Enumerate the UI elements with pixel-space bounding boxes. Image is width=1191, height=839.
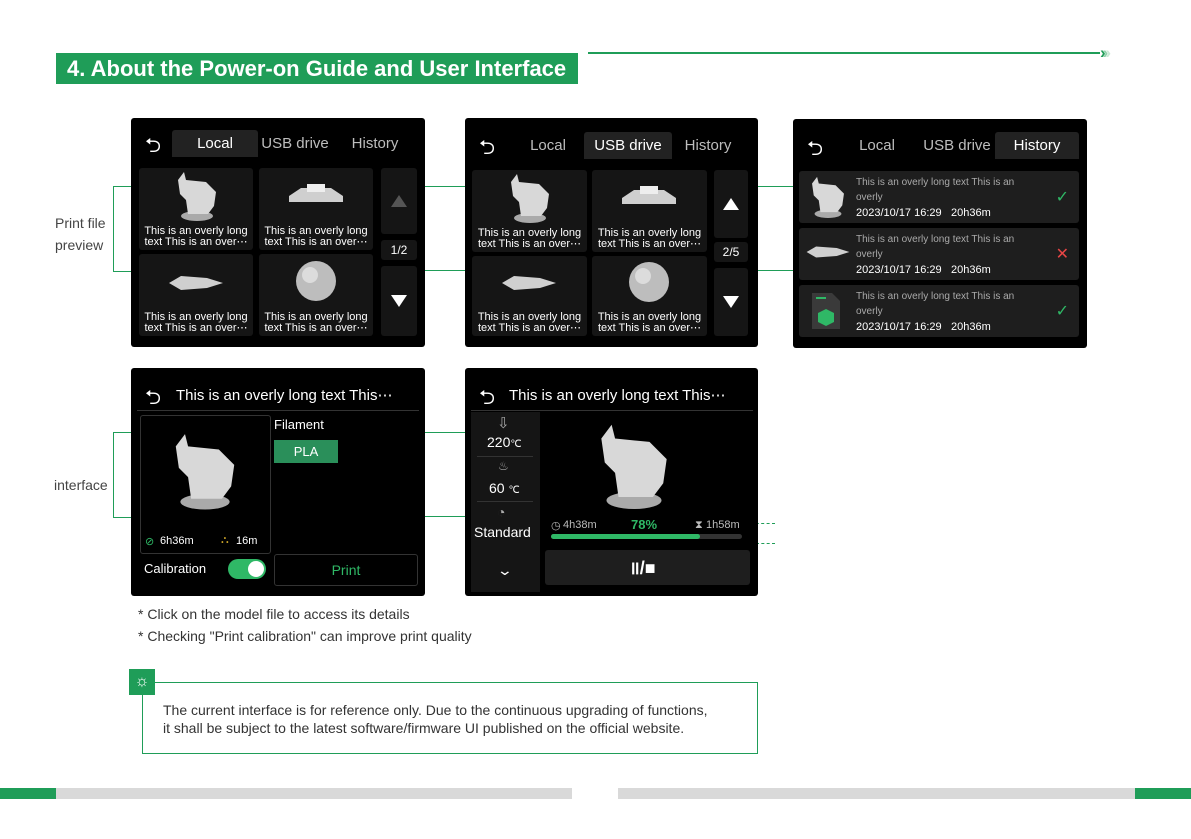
model-preview	[140, 415, 271, 554]
back-icon[interactable]: ⮌	[145, 135, 162, 157]
history-duration: 20h36m	[951, 207, 991, 219]
lightbulb-icon: ☼	[129, 669, 155, 695]
connector-line	[425, 186, 465, 187]
printing-screen	[465, 368, 758, 596]
success-check-icon: ✓	[1055, 303, 1069, 320]
file-caption: This is an overly long text This is an over⋯	[477, 311, 582, 334]
file-thumbnail[interactable]	[472, 170, 587, 252]
file-caption: This is an overly long text This is an over⋯	[264, 311, 368, 334]
arrow-up-icon	[723, 198, 739, 210]
toggle-knob	[248, 561, 264, 577]
file-title: This is an overly long text This⋯	[509, 387, 726, 404]
footer-accent	[0, 788, 56, 799]
preview-bracket	[113, 186, 132, 272]
connector-line	[425, 516, 465, 517]
arrow-down-icon	[391, 295, 407, 307]
history-file-name: This is an overly long text This is an overly	[856, 177, 1015, 203]
sphere-model-icon	[294, 259, 338, 303]
file-thumbnail[interactable]	[592, 256, 707, 336]
wolf-model-icon	[807, 174, 849, 220]
connector-line	[425, 432, 465, 433]
failed-cross-icon: ✕	[1055, 246, 1069, 263]
tab-local[interactable]: Local	[172, 130, 258, 157]
divider	[477, 501, 533, 502]
footer-bar	[56, 788, 572, 799]
filament-usage: 16m	[236, 535, 258, 547]
wolf-model-icon	[591, 420, 677, 512]
divider	[471, 410, 753, 411]
calibration-toggle[interactable]	[228, 559, 266, 579]
history-row[interactable]	[799, 285, 1079, 337]
success-check-icon: ✓	[1055, 189, 1069, 206]
connector-line	[758, 186, 793, 187]
remaining-time: 1h58m	[706, 519, 740, 531]
clock-icon: ◷	[551, 520, 561, 532]
progress-fill	[551, 534, 700, 539]
file-caption: This is an overly long text This is an over⋯	[144, 311, 248, 334]
footer-bar	[618, 788, 1135, 799]
speed-mode[interactable]: Standard	[474, 524, 531, 540]
file-thumbnail[interactable]	[139, 168, 253, 250]
print-file-preview-label: Print file preview	[55, 215, 106, 253]
bed-temperature: 60 ℃	[489, 480, 520, 496]
history-date: 2023/10/17 16:29	[856, 264, 942, 276]
page-up-button[interactable]	[381, 168, 417, 234]
note-line: * Click on the model file to access its details	[138, 606, 410, 622]
tab-usb-drive[interactable]: USB drive	[261, 135, 329, 152]
tab-usb-drive[interactable]: USB drive	[923, 137, 991, 154]
file-thumbnail[interactable]	[592, 170, 707, 252]
pause-stop-button[interactable]	[545, 550, 750, 585]
back-icon[interactable]: ⮌	[807, 138, 824, 160]
arrow-down-icon	[723, 296, 739, 308]
wolf-model-icon	[166, 431, 244, 511]
footer-accent	[1135, 788, 1191, 799]
tab-local[interactable]: Local	[530, 137, 566, 154]
hourglass-icon: ⧗	[695, 519, 703, 531]
tab-local[interactable]: Local	[859, 137, 895, 154]
nozzle-temperature: 220℃	[487, 434, 522, 450]
filament-label: Filament	[274, 417, 324, 432]
interface-bracket	[113, 432, 132, 518]
tip-box	[142, 682, 758, 754]
interface-label: interface	[54, 477, 108, 493]
page-down-button[interactable]	[381, 266, 417, 336]
file-detail-screen	[131, 368, 425, 596]
history-date: 2023/10/17 16:29	[856, 321, 942, 333]
chevrons-icon: ›››	[1100, 43, 1109, 62]
pause-stop-icon: ॥/■	[629, 558, 656, 578]
clock-icon: ⊘	[145, 536, 155, 548]
tab-history[interactable]: History	[684, 137, 732, 154]
progress-track	[551, 534, 742, 539]
divider	[477, 456, 533, 457]
file-thumbnail[interactable]	[259, 254, 373, 336]
page-down-button[interactable]	[714, 268, 748, 336]
calibration-label: Calibration	[144, 561, 207, 576]
fish-model-icon	[500, 274, 558, 292]
part-model-icon	[287, 182, 345, 206]
filament-type-button[interactable]: PLA	[274, 440, 338, 463]
speed-gauge-icon: ◔	[497, 504, 506, 520]
note-line: * Checking "Print calibration" can improve print quality	[138, 628, 472, 644]
usb-files-screen	[465, 118, 758, 347]
divider	[137, 410, 419, 411]
local-files-screen	[131, 118, 425, 347]
file-cube-icon	[810, 291, 842, 331]
history-row[interactable]	[799, 228, 1079, 280]
wolf-model-icon	[172, 170, 222, 222]
fish-model-icon	[805, 244, 851, 260]
wolf-model-icon	[505, 172, 555, 224]
arrow-up-icon	[391, 195, 407, 207]
history-file-name: This is an overly long text This is an overly	[856, 234, 1015, 260]
elapsed-time: 4h38m	[563, 519, 597, 531]
filament-spool-icon: ⛬	[221, 534, 229, 546]
back-icon[interactable]: ⮌	[479, 387, 496, 409]
connector-line	[758, 270, 793, 271]
back-icon[interactable]: ⮌	[479, 137, 496, 159]
connector-line	[425, 270, 465, 271]
file-caption: This is an overly long text This is an over⋯	[597, 311, 702, 334]
sphere-model-icon	[627, 260, 671, 304]
file-caption: This is an overly long text This is an over⋯	[144, 225, 248, 248]
history-duration: 20h36m	[951, 264, 991, 276]
status-sidebar	[471, 412, 540, 592]
print-time: 6h36m	[160, 535, 194, 547]
heading-rule	[588, 52, 1100, 54]
fish-model-icon	[167, 274, 225, 292]
nozzle-icon: ⇩	[497, 415, 510, 432]
history-file-name: This is an overly long text This is an overly	[856, 291, 1015, 317]
back-icon[interactable]: ⮌	[145, 387, 162, 409]
file-caption: This is an overly long text This is an over⋯	[597, 227, 702, 250]
file-caption: This is an overly long text This is an over⋯	[477, 227, 582, 250]
page-indicator: 1/2	[381, 240, 417, 260]
file-thumbnail[interactable]	[259, 168, 373, 250]
progress-percent: 78%	[631, 517, 658, 532]
history-screen	[793, 119, 1087, 348]
part-model-icon	[620, 184, 678, 208]
tab-usb-drive[interactable]: USB drive	[584, 132, 672, 159]
print-button[interactable]: Print	[274, 554, 418, 586]
page-up-button[interactable]	[714, 170, 748, 238]
tab-history[interactable]: History	[995, 132, 1079, 159]
history-duration: 20h36m	[951, 321, 991, 333]
section-heading: 4. About the Power-on Guide and User Interface	[56, 53, 578, 84]
file-title: This is an overly long text This⋯	[176, 387, 393, 404]
tab-history[interactable]: History	[351, 135, 399, 152]
tip-text: The current interface is for reference only. Due to the continuous upgrading of functions, it shall be subject to the latest software/firmware UI published on the official website.	[163, 702, 708, 736]
chevron-down-icon[interactable]: ⌄	[496, 562, 514, 578]
history-row[interactable]	[799, 171, 1079, 223]
heatbed-icon: ♨	[498, 459, 509, 473]
page-indicator: 2/5	[714, 242, 748, 262]
file-thumbnail[interactable]	[472, 256, 587, 336]
file-thumbnail[interactable]	[139, 254, 253, 336]
history-date: 2023/10/17 16:29	[856, 207, 942, 219]
file-caption: This is an overly long text This is an over⋯	[264, 225, 368, 248]
